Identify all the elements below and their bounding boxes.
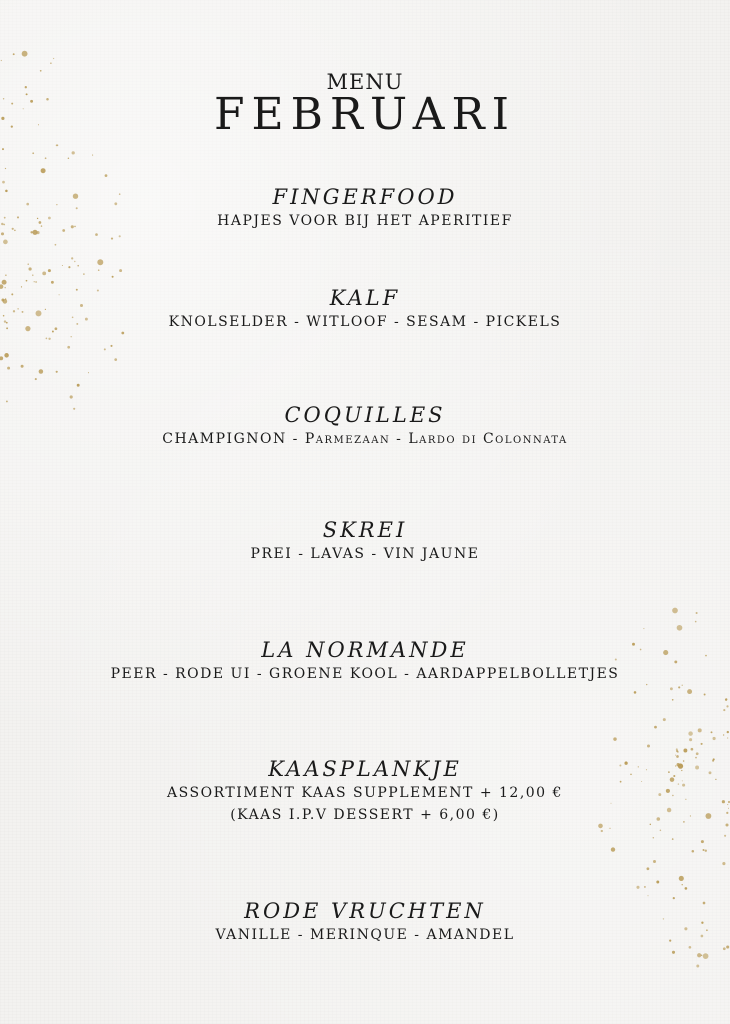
course-name: COQUILLES xyxy=(284,403,446,427)
menu-title: menu xyxy=(326,62,404,97)
course-description: CHAMPIGNON - Parmezaan - Lardo di Colonnata xyxy=(162,431,568,447)
course-rode-vruchten xyxy=(0,898,730,946)
course-la-normande xyxy=(0,637,730,685)
course-description: PREI - LAVAS - VIN JAUNE xyxy=(250,546,480,562)
course-name: KAASPLANKJE xyxy=(268,757,462,781)
course-name: RODE VRUCHTEN xyxy=(244,899,486,923)
course-name: FINGERFOOD xyxy=(272,185,458,209)
course-name: SKREI xyxy=(322,518,408,542)
course-kalf xyxy=(0,285,730,333)
course-description-note: (KAAS I.P.V DESSERT + 6,00 €) xyxy=(230,807,500,823)
month-title: FEBRUARI xyxy=(213,89,517,140)
course-description: HAPJES VOOR BIJ HET APERITIEF xyxy=(217,213,513,229)
course-name: LA NORMANDE xyxy=(261,638,469,662)
course-coquilles xyxy=(0,402,730,450)
course-fingerfood xyxy=(0,184,730,232)
course-description: ASSORTIMENT KAAS SUPPLEMENT + 12,00 € xyxy=(167,785,563,801)
course-description: KNOLSELDER - WITLOOF - SESAM - PICKELS xyxy=(168,314,562,330)
course-description: VANILLE - MERINQUE - AMANDEL xyxy=(215,927,515,943)
course-description: PEER - RODE UI - GROENE KOOL - AARDAPPELBOLLETJES xyxy=(110,666,620,682)
course-kaasplankje xyxy=(0,756,730,826)
course-name: KALF xyxy=(329,286,401,310)
course-skrei xyxy=(0,517,730,565)
